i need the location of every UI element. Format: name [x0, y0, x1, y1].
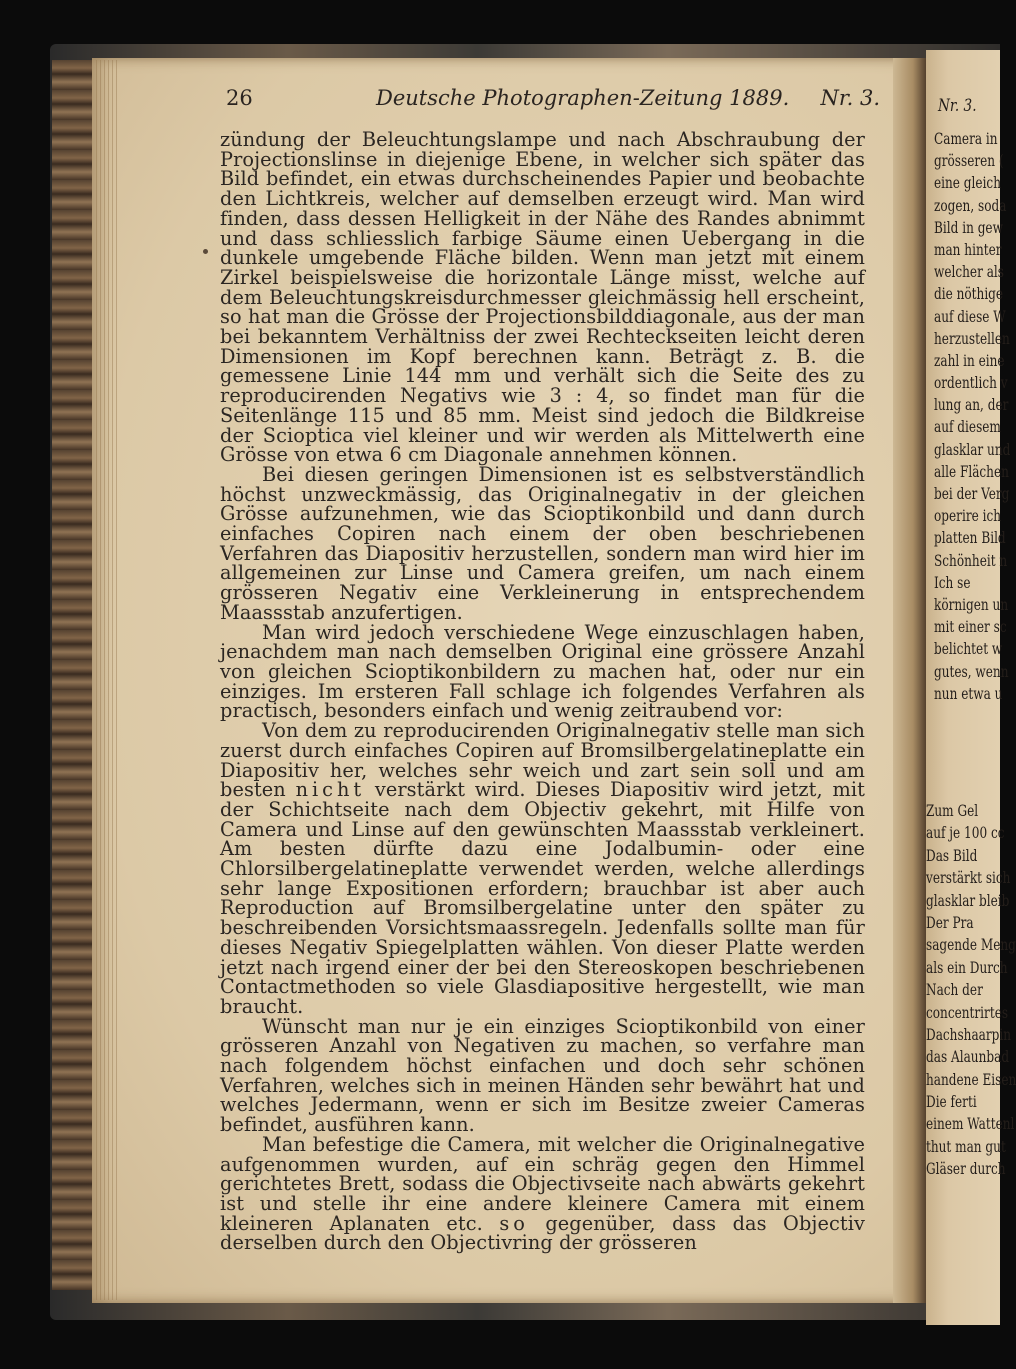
article-body [220, 130, 865, 1253]
right-page-line: auf diesem [934, 418, 1001, 437]
right-page-line: Dachshaarpin [926, 1025, 1012, 1044]
right-page-line: Camera in [934, 130, 998, 148]
paragraph-3: Man wird jedoch verschiedene Wege einzuschlagen haben, jenachdem man nach demselben Original eine grössere Anzahl von gleichen Scioptikonbildern zu machen hat, oder nur ein einziges. Im ersteren Fall schlage ich folgendes Verfahren als practisch, besonders einfach und wenig zeitraubend vor: [220, 620, 865, 723]
right-page-line: grösseren ( [934, 152, 1004, 171]
right-page-line: sagende Meng [926, 936, 1016, 955]
right-page-line: ordentlich v [934, 374, 1008, 393]
paragraph-5: Wünscht man nur je ein einziges Scioptikonbild von einer grösseren Anzahl von Negativen zu machen, so verfahre man nach folgendem höchst einfachen und doch sehr schönen Verfahren, welches sich in meinen Händen sehr bewährt hat und welches Jedermann, wenn er sich im Besitze zweier Cameras befindet, ausführen kann. [220, 1014, 865, 1137]
right-page-line: das Alaunbad [926, 1048, 1010, 1067]
right-page-line: concentrirtes [926, 1003, 1009, 1022]
right-page-line: operire ich [934, 507, 1002, 526]
right-page-line: verstärkt sich [926, 869, 1011, 888]
right-page-line: Gläser durch [926, 1160, 1006, 1179]
paragraph-6 [220, 1132, 865, 1255]
right-page-line: platten Bild [934, 529, 1006, 548]
paragraph-4-part-1: Von dem zu reproducirenden Originalnegativ stelle man sich zuerst durch einfaches Copiren auf Bromsilbergelatineplatte ein Diapositiv her, welches sehr weich und zart sein soll und am besten [220, 719, 865, 802]
right-page-line: herzustellen [934, 329, 1010, 348]
ink-spot [203, 249, 208, 254]
right-page-line: Bild in gew [934, 218, 1003, 237]
issue-number: Nr. 3. [820, 86, 880, 110]
right-page-header: Nr. 3. [938, 96, 977, 116]
running-header [226, 86, 880, 116]
paragraph-4-part-2: verstärkt wird. Dieses Diapositiv wird jetzt, mit der Schichtseite nach dem Objectiv gekehrt, mit Hilfe von Camera und Linse auf den gewünschten Maassstab verkleinert. Am besten dürfte dazu eine Jodalbumin- oder eine Chlorsilbergelatineplatte verwendet werden, welche allerdings sehr lange Expositionen erfordern; brauchbar ist aber auch Reproduction auf Bromsilbergelatine unter den später zu beschreibenden Vorsichtsmaassregeln. Jedenfalls sollte man für dieses Negativ Spiegelplatten wählen. Von dieser Platte werden jetzt nach irgend einer der bei den Stereoskopen beschriebenen Contactmethoden so viele Glasdiapositive hergestellt, wie man braucht. [220, 778, 865, 1018]
right-page-line: alle Flächen [934, 462, 1009, 481]
right-page-line: auf diese W [934, 307, 1006, 326]
right-page-line: bei der Verg [934, 485, 1010, 503]
right-page-line: zahl in eine [934, 351, 1005, 370]
right-page-line: Ich se [934, 573, 971, 592]
paragraph-6-part-2: gegenüber, dass das Objectiv derselben durch den Objectivring der grösseren [220, 1211, 865, 1255]
right-page-line: belichtet w [934, 640, 1003, 659]
book-spine-edge [52, 60, 92, 1290]
paragraph-4 [220, 721, 865, 1017]
right-page-line: glasklar und [934, 440, 1011, 459]
paragraph-2: Bei diesen geringen Dimensionen ist es selbstverständlich höchst unzweckmässig, das Originalnegativ in der gleichen Grösse aufzunehmen, wie das Scioptikonbild und dann durch einfaches Copiren nach einem der oben beschriebenen Verfahren das Diapositiv herzustellen, sondern man wird hier im allgemeinen zur Linse und Camera greifen, um nach einem grösseren Negativ eine Verkleinerung in entsprechendem Maassstab anzufertigen. [220, 462, 865, 624]
emphasis-so: so [499, 1211, 529, 1235]
right-page-line: Der Pra [926, 913, 974, 932]
right-page-line: Das Bild [926, 846, 978, 865]
right-page-line: man hinter [934, 240, 1002, 259]
right-page-line: zogen, soda [934, 196, 1007, 215]
right-page-line: körnigen un [934, 595, 1009, 614]
paragraph-6-part-1: Man befestige die Camera, mit welcher die Originalnegative aufgenommen wurden, auf ein schräg gegen den Himmel gerichtetes Brett, sodass die Objectivseite nach abwärts gekehrt ist und stelle ihr eine andere kleinere Camera mit einem kleineren Aplanaten etc. [220, 1132, 865, 1235]
right-page-line: glasklar bleib [926, 891, 1010, 910]
right-page-line: mit einer sc [934, 618, 1007, 637]
right-page-line: thut man gut [926, 1137, 1006, 1156]
right-page-line: Schönheit n [934, 551, 1008, 570]
right-page-line: als ein Durch [926, 958, 1008, 977]
right-page-bottom-column [926, 800, 1016, 1181]
right-page-line: handene Eisen [926, 1070, 1016, 1089]
right-page-line: Nach der [926, 981, 983, 1000]
right-page-line: auf je 100 cc [926, 824, 1005, 843]
right-page-line: Zum Gel [926, 802, 979, 820]
right-page-line: nun etwa u [934, 684, 1003, 703]
page-edges [96, 60, 118, 1300]
right-page-line: Die ferti [926, 1093, 977, 1112]
right-page-line: die nöthige [934, 285, 1004, 304]
right-page-line: gutes, wenn [934, 662, 1009, 681]
right-page-line: eine gleich [934, 174, 1001, 193]
emphasis-nicht: nicht [295, 778, 366, 802]
paragraph-1: zündung der Beleuchtungslampe und nach Abschraubung der Projectionslinse in diejenige Ebene, in welcher sich später das Bild befindet, ein etwas durchscheinendes Papier und beobachte den Lichtkreis, welcher auf demselben erzeugt wird. Man wird finden, dass dessen Helligkeit in der Nähe des Randes abnimmt und dass schliesslich farbige Säume einen Uebergang in die dunkele umgebende Fläche bilden. Wenn man jetzt mit einem Zirkel beispielsweise die horizontale Länge misst, welche auf dem Beleuchtungskreisdurchmesser gleichmässig hell erscheint, so hat man die Grösse der Projectionsbilddiagonale, aus der man bei bekanntem Verhältniss der zwei Rechteckseiten leicht deren Dimensionen im Kopf berechnen kann. Beträgt z. B. die gemessene Linie 144 mm und verhält sich die Seite des zu reproducirenden Negativs wie 3 : 4, so findet man für die Seitenlänge 115 und 85 mm. Meist sind jedoch die Bildkreise der Scioptica viel kleiner und wir werden als Mittelwerth eine Grösse von etwa 6 cm Diagonale annehmen können. [220, 128, 865, 467]
page-number: 26 [226, 86, 253, 110]
right-page-line: lung an, der [934, 396, 1009, 415]
right-page-line: einem Wattenl [926, 1115, 1015, 1134]
right-page-top-column [934, 128, 1011, 705]
journal-title: Deutsche Photographen-Zeitung 1889. [376, 86, 790, 110]
right-page-line: welcher als [934, 263, 1004, 282]
